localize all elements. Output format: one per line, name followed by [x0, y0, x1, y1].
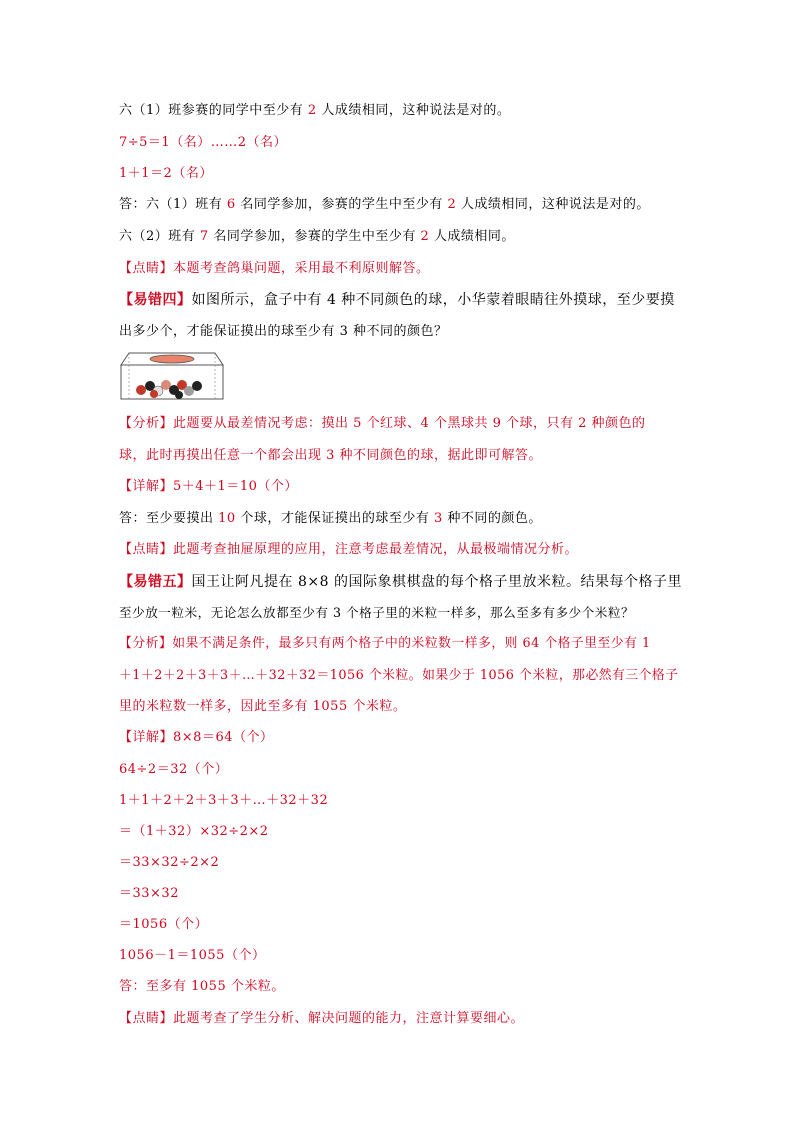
calc-line-2: 1＋1＝2（名） [119, 166, 213, 181]
q5-step-line: 64÷2＝32（个） [119, 762, 229, 777]
q5-step-line: ＝1056（个） [119, 917, 209, 932]
answer-line: 答：六（1）班有 6 名同学参加，参赛的学生中至少有 2 人成绩相同，这种说法是对的。 [119, 197, 650, 212]
ball-box-illustration [119, 349, 225, 401]
q5-analysis-line-1: 【分析】如果不满足条件，最多只有两个格子中的米粒数一样多，则 64 个格子里至少有 1 [119, 636, 651, 651]
q4-analysis-line-2: 球，此时再摸出任意一个都会出现 3 种不同颜色的球，据此即可解答。 [119, 448, 543, 463]
q5-step-line: 1＋1＋2＋2＋3＋3＋…＋32＋32 [119, 793, 329, 808]
q4-question-line-1: 【易错四】如图所示，盒子中有 4 种不同颜色的球，小华蒙着眼睛往外摸球，至少要摸 [119, 292, 675, 308]
q4-answer-line: 答：至少要摸出 10 个球，才能保证摸出的球至少有 3 种不同的颜色。 [119, 511, 542, 526]
q5-step-line: ＝33×32 [119, 886, 179, 901]
q5-note-line: 【点睛】此题考查了学生分析、解决问题的能力，注意计算要细心。 [119, 1011, 525, 1026]
q5-analysis-line-3: 里的米粒数一样多，因此至多有 1055 个米粒。 [119, 699, 407, 714]
q4-detail-line: 【详解】5＋4＋1＝10（个） [119, 479, 298, 494]
q5-question-line-2: 至少放一粒米，无论怎么放都至少有 3 个格子里的米粒一样多，那么至多有多少个米粒？ [119, 605, 635, 620]
answer-line-2: 六（2）班有 7 名同学参加，参赛的学生中至少有 2 人成绩相同。 [119, 229, 515, 244]
conclusion-line: 六（1）班参赛的同学中至少有 2 人成绩相同，这种说法是对的。 [119, 103, 511, 118]
q5-question-line-1: 【易错五】国王让阿凡提在 8×8 的国际象棋棋盘的每个格子里放米粒。结果每个格子里 [119, 574, 682, 590]
q5-step-line: 1056－1＝1055（个） [119, 948, 266, 963]
q5-analysis-line-2: ＋1＋2＋2＋3＋3＋…＋32＋32＝1056 个米粒。如果少于 1056 个米粒，那必然有三个格子 [119, 668, 679, 683]
q5-step-line: ＝（1＋32）×32÷2×2 [119, 824, 269, 839]
q4-analysis-line-1: 【分析】此题要从最差情况考虑：摸出 5 个红球、4 个黑球共 9 个球，只有 2 种颜色的 [119, 416, 646, 431]
q5-step-line: ＝33×32÷2×2 [119, 855, 220, 870]
q5-detail-line: 【详解】8×8＝64（个） [119, 730, 274, 745]
q5-answer-line: 答：至多有 1055 个米粒。 [119, 979, 285, 994]
q4-question-line-2: 出多少个，才能保证摸出的球至少有 3 种不同的颜色？ [119, 324, 448, 339]
q4-note-line: 【点睛】此题考查抽屉原理的应用，注意考虑最差情况，从最极端情况分析。 [119, 542, 579, 557]
calc-line-1: 7÷5＝1（名）……2（名） [119, 135, 287, 150]
note-line: 【点睛】本题考查鸽巢问题，采用最不利原则解答。 [119, 261, 430, 276]
